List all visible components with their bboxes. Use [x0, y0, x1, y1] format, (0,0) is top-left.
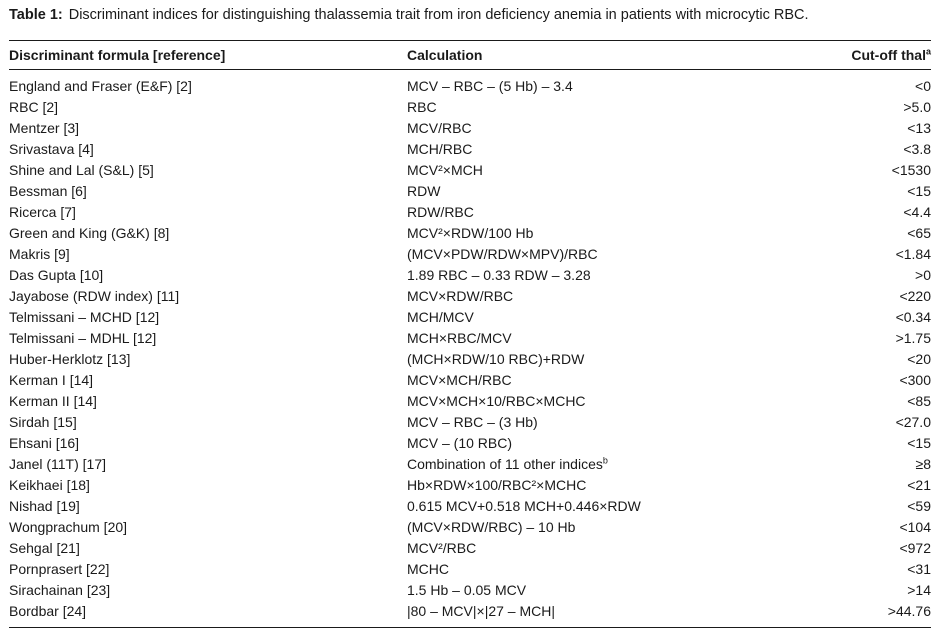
cutoff-cell: <220: [899, 288, 931, 304]
table-row: [9, 70, 931, 97]
calculation-text: MCV×MCH×10/RBC×MCHC: [407, 393, 586, 409]
cutoff-cell: <300: [899, 372, 931, 388]
calculation-text: MCH×RBC/MCV: [407, 330, 512, 346]
table-row: [9, 370, 931, 391]
cutoff-cell: <972: [899, 540, 931, 556]
formula-cell: Telmissani – MDHL [12]: [9, 330, 157, 346]
formula-cell: Huber-Herklotz [13]: [9, 351, 131, 367]
formula-cell: Ricerca [7]: [9, 204, 76, 220]
calculation-text: 1.89 RBC – 0.33 RDW – 3.28: [407, 267, 591, 283]
cutoff-cell: <65: [907, 225, 931, 241]
calculation-text: MCV²×MCH: [407, 162, 483, 178]
calculation-cell: [407, 70, 747, 97]
cutoff-cell: <104: [899, 519, 931, 535]
calculation-cell: [407, 139, 747, 160]
formula-cell: Green and King (G&K) [8]: [9, 225, 170, 241]
cutoff-cell: <27.0: [895, 414, 931, 430]
table-row: [9, 496, 931, 517]
formula-cell: Ehsani [16]: [9, 435, 80, 451]
calculation-text: MCV – (10 RBC): [407, 435, 513, 451]
calculation-cell: [407, 202, 747, 223]
formula-cell: Telmissani – MCHD [12]: [9, 309, 160, 325]
formula-cell: Bordbar [24]: [9, 603, 87, 619]
table-row: [9, 559, 931, 580]
cutoff-cell: <15: [907, 183, 931, 199]
calculation-text: (MCV×PDW/RDW×MPV)/RBC: [407, 246, 598, 262]
formula-cell: Keikhaei [18]: [9, 477, 90, 493]
calculation-cell: [407, 559, 747, 580]
table-row: [9, 475, 931, 496]
table-row: [9, 412, 931, 433]
calculation-footnote: b: [602, 455, 608, 466]
formula-cell: Srivastava [4]: [9, 141, 94, 157]
calculation-cell: [407, 223, 747, 244]
table-row: [9, 160, 931, 181]
calculation-text: MCV²×RDW/100 Hb: [407, 225, 534, 241]
cutoff-cell: <21: [907, 477, 931, 493]
calculation-text: MCH/MCV: [407, 309, 474, 325]
calculation-cell: [407, 601, 747, 622]
calculation-text: MCHC: [407, 561, 449, 577]
formula-cell: Pornprasert [22]: [9, 561, 110, 577]
cutoff-cell: >14: [907, 582, 931, 598]
table-row: [9, 286, 931, 307]
calculation-cell: [407, 391, 747, 412]
cutoff-cell: <85: [907, 393, 931, 409]
table-caption: [9, 6, 931, 24]
table-row: [9, 265, 931, 286]
header-cutoff: [747, 41, 931, 69]
calculation-text: MCH/RBC: [407, 141, 473, 157]
caption-text: Discriminant indices for distinguishing thalassemia trait from iron deficiency anemia in patients with microcytic RBC.: [68, 7, 809, 23]
calculation-cell: [407, 475, 747, 496]
formula-cell: England and Fraser (E&F) [2]: [9, 78, 192, 94]
calculation-cell: [407, 433, 747, 454]
cutoff-cell: <20: [907, 351, 931, 367]
cutoff-cell: <13: [907, 120, 931, 136]
calculation-text: |80 – MCV|×|27 – MCH|: [407, 603, 555, 619]
formula-cell: Mentzer [3]: [9, 120, 80, 136]
table-row: [9, 118, 931, 139]
calculation-text: MCV/RBC: [407, 120, 472, 136]
table-row: [9, 244, 931, 265]
header-calculation: Calculation: [407, 47, 483, 63]
calculation-text: Hb×RDW×100/RBC²×MCHC: [407, 477, 587, 493]
header-formula: Discriminant formula [reference]: [9, 47, 226, 63]
discriminant-table: [9, 41, 931, 69]
cutoff-cell: <4.4: [903, 204, 931, 220]
calculation-text: MCV²/RBC: [407, 540, 477, 556]
table-row: [9, 181, 931, 202]
cutoff-cell: >44.76: [887, 603, 931, 619]
calculation-cell: [407, 412, 747, 433]
formula-cell: Shine and Lal (S&L) [5]: [9, 162, 154, 178]
formula-cell: Sirachainan [23]: [9, 582, 111, 598]
calculation-text: MCV – RBC – (5 Hb) – 3.4: [407, 78, 573, 94]
header-row: [9, 41, 931, 69]
calculation-text: MCV×MCH/RBC: [407, 372, 512, 388]
formula-cell: Sirdah [15]: [9, 414, 77, 430]
table-row: [9, 97, 931, 118]
calculation-cell: [407, 538, 747, 559]
cutoff-cell: <1.84: [895, 246, 931, 262]
formula-cell: Jayabose (RDW index) [11]: [9, 288, 180, 304]
formula-cell: Das Gupta [10]: [9, 267, 104, 283]
calculation-cell: [407, 454, 747, 475]
header-cutoff-text: Cut-off thal: [851, 47, 926, 63]
formula-cell: Sehgal [21]: [9, 540, 80, 556]
calculation-text: MCV×RDW/RBC: [407, 288, 514, 304]
calculation-cell: [407, 580, 747, 601]
calculation-cell: [407, 265, 747, 286]
cutoff-cell: <59: [907, 498, 931, 514]
caption-label: Table 1:: [9, 7, 63, 23]
header-cutoff-footnote: a: [925, 46, 931, 57]
calculation-text: (MCV×RDW/RBC) – 10 Hb: [407, 519, 576, 535]
cutoff-cell: <1530: [891, 162, 931, 178]
formula-cell: Kerman II [14]: [9, 393, 97, 409]
cutoff-cell: ≥8: [915, 456, 931, 472]
cutoff-cell: <3.8: [903, 141, 931, 157]
cutoff-cell: <15: [907, 435, 931, 451]
formula-cell: Janel (11T) [17]: [9, 456, 107, 472]
calculation-text: 0.615 MCV+0.518 MCH+0.446×RDW: [407, 498, 641, 514]
calculation-cell: [407, 496, 747, 517]
cutoff-cell: >0: [915, 267, 931, 283]
formula-cell: Nishad [19]: [9, 498, 80, 514]
table-row: [9, 307, 931, 328]
formula-cell: Bessman [6]: [9, 183, 87, 199]
table-row: [9, 433, 931, 454]
calculation-cell: [407, 97, 747, 118]
calculation-cell: [407, 349, 747, 370]
table-row: [9, 349, 931, 370]
discriminant-table-body: [9, 70, 931, 622]
formula-cell: Makris [9]: [9, 246, 70, 262]
cutoff-cell: <0: [915, 78, 931, 94]
calculation-cell: [407, 244, 747, 265]
calculation-cell: [407, 181, 747, 202]
calculation-cell: [407, 370, 747, 391]
calculation-text: RDW/RBC: [407, 204, 474, 220]
cutoff-cell: <31: [907, 561, 931, 577]
table-row: [9, 391, 931, 412]
table-row: [9, 517, 931, 538]
calculation-text: MCV – RBC – (3 Hb): [407, 414, 538, 430]
table-row: [9, 580, 931, 601]
table-row: [9, 139, 931, 160]
cutoff-cell: <0.34: [895, 309, 931, 325]
calculation-cell: [407, 286, 747, 307]
cutoff-cell: >1.75: [895, 330, 931, 346]
calculation-text: (MCH×RDW/10 RBC)+RDW: [407, 351, 585, 367]
calculation-text: 1.5 Hb – 0.05 MCV: [407, 582, 527, 598]
table-row: [9, 202, 931, 223]
cutoff-cell: >5.0: [903, 99, 931, 115]
formula-cell: Wongprachum [20]: [9, 519, 128, 535]
calculation-cell: [407, 328, 747, 349]
calculation-cell: [407, 517, 747, 538]
calculation-text: RBC: [407, 99, 437, 115]
table-row: [9, 328, 931, 349]
calculation-cell: [407, 118, 747, 139]
table-row: [9, 223, 931, 244]
table-row: [9, 538, 931, 559]
calculation-text: RDW: [407, 183, 441, 199]
bottom-rule: [9, 627, 931, 628]
table-row: [9, 454, 931, 475]
calculation-cell: [407, 307, 747, 328]
table-row: [9, 601, 931, 622]
calculation-text: Combination of 11 other indices: [407, 456, 603, 472]
formula-cell: RBC [2]: [9, 99, 59, 115]
formula-cell: Kerman I [14]: [9, 372, 94, 388]
calculation-cell: [407, 160, 747, 181]
